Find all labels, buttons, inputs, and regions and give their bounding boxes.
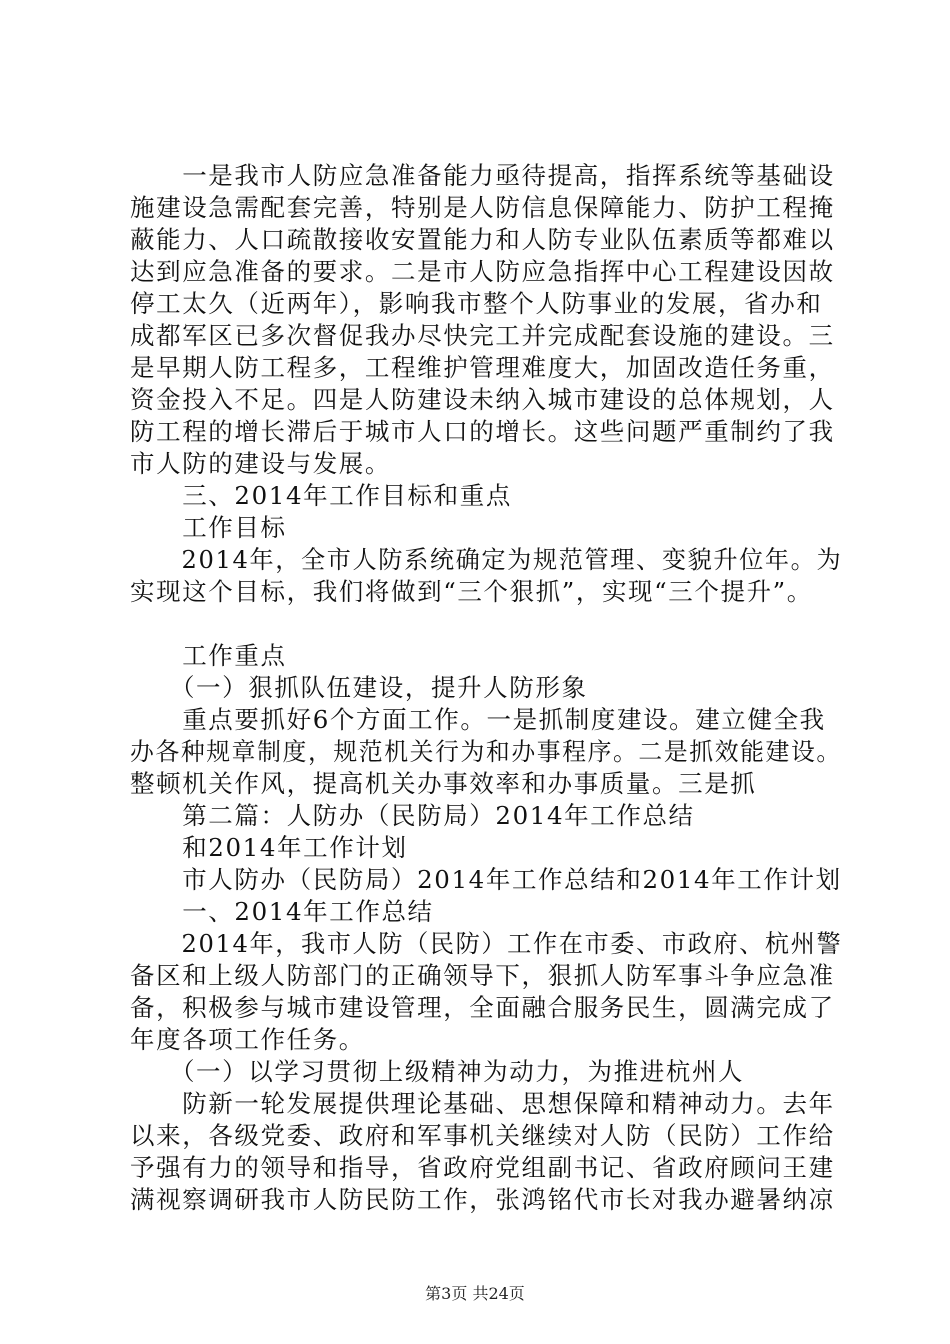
text-line: 予强有力的领导和指导，省政府党组副书记、省政府顾问王建 — [130, 1153, 835, 1182]
chapter-title: 第二篇：人防办（民防局）2014年工作总结 — [130, 801, 695, 830]
text-line: 停工太久（近两年），影响我市整个人防事业的发展，省办和 — [130, 289, 823, 318]
page-number-footer: 第3页 共24页 — [425, 1284, 525, 1303]
text-line: 市人防的建设与发展。 — [130, 449, 391, 478]
text-line: 整顿机关作风，提高机关办事效率和办事质量。三是抓 — [130, 769, 757, 798]
subsection-heading: （一）以学习贯彻上级精神为动力，为推进杭州人 — [130, 1057, 745, 1086]
text-line: 重点要抓好6个方面工作。一是抓制度建设。建立健全我 — [130, 705, 826, 734]
document-title: 市人防办（民防局）2014年工作总结和2014年工作计划 — [130, 865, 842, 894]
text-line: 实现这个目标，我们将做到“三个狠抓”，实现“三个提升”。 — [130, 577, 813, 606]
text-line: 施建设急需配套完善，特别是人防信息保障能力、防护工程掩 — [130, 193, 835, 222]
section-heading: 一、2014年工作总结 — [130, 897, 434, 926]
text-line: 防工程的增长滞后于城市人口的增长。这些问题严重制约了我 — [130, 417, 835, 446]
section-heading: 三、2014年工作目标和重点 — [130, 481, 512, 510]
text-line: 备，积极参与城市建设管理，全面融合服务民生，圆满完成了 — [130, 993, 835, 1022]
text-line: 2014年，全市人防系统确定为规范管理、变貌升位年。为 — [130, 545, 843, 574]
subsection-heading: 工作目标 — [130, 513, 287, 542]
text-line: 办各种规章制度，规范机关行为和办事程序。二是抓效能建设。 — [130, 737, 842, 766]
text-line: 防新一轮发展提供理论基础、思想保障和精神动力。去年 — [130, 1089, 835, 1118]
text-line: 一是我市人防应急准备能力亟待提高，指挥系统等基础设 — [130, 161, 835, 190]
text-line: 满视察调研我市人防民防工作，张鸿铭代市长对我办避暑纳凉 — [130, 1185, 835, 1214]
text-line: 达到应急准备的要求。二是市人防应急指挥中心工程建设因故 — [130, 257, 835, 286]
text-line: 以来，各级党委、政府和军事机关继续对人防（民防）工作给 — [130, 1121, 835, 1150]
subsection-heading: （一）狠抓队伍建设，提升人防形象 — [130, 673, 588, 702]
text-line: 备区和上级人防部门的正确领导下，狠抓人防军事斗争应急准 — [130, 961, 835, 990]
text-line: 成都军区已多次督促我办尽快完工并完成配套设施的建设。三 — [130, 321, 835, 350]
text-line: 2014年，我市人防（民防）工作在市委、市政府、杭州警 — [130, 929, 843, 958]
text-line: 资金投入不足。四是人防建设未纳入城市建设的总体规划，人 — [130, 385, 835, 414]
subsection-heading: 工作重点 — [130, 641, 287, 670]
text-line: 蔽能力、人口疏散接收安置能力和人防专业队伍素质等都难以 — [130, 225, 835, 254]
chapter-title: 和2014年工作计划 — [130, 833, 408, 862]
text-line: 是早期人防工程多，工程维护管理难度大，加固改造任务重， — [130, 353, 835, 382]
text-line: 年度各项工作任务。 — [130, 1025, 365, 1054]
